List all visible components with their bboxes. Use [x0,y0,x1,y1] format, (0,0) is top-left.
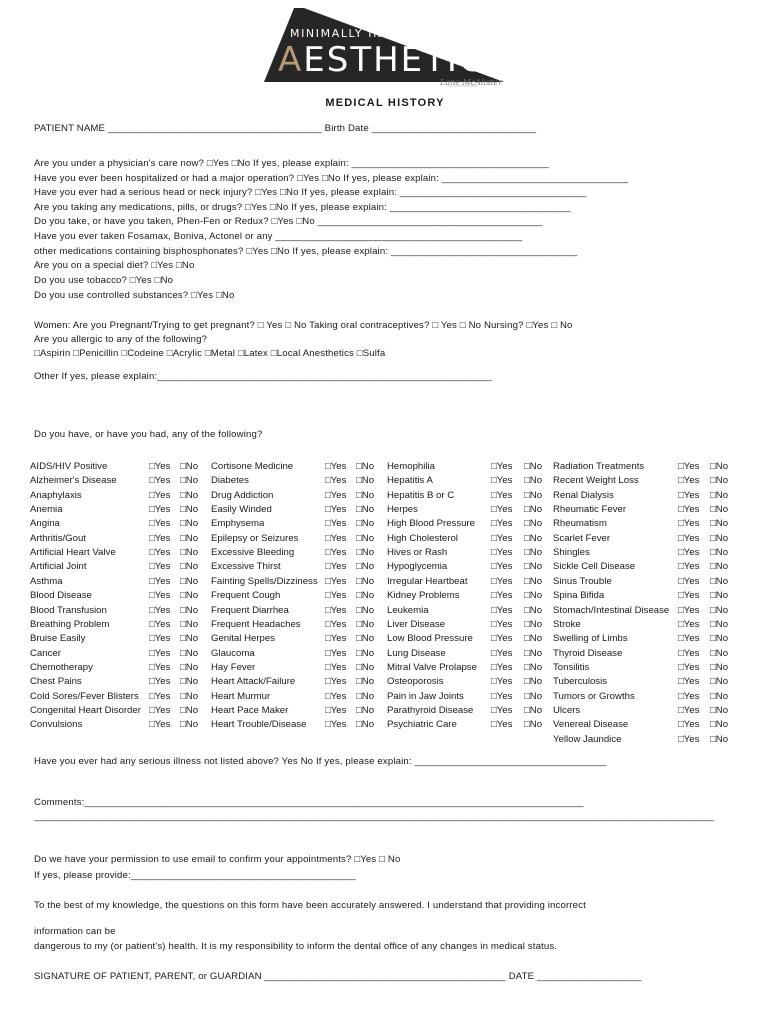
question-physician-care[interactable]: Are you under a physician's care now? □Yes □No If yes, please explain: ____________________________________ [34,158,550,169]
condition-name: Alzheimer's Disease [30,475,117,487]
women-question[interactable]: Women: Are you Pregnant/Trying to get pregnant? □ Yes □ No Taking oral contraceptives? □ Yes □ No Nursing? □Yes □ No [34,320,573,331]
question-head-injury[interactable]: Have you ever had a serious head or neck injury? □Yes □No If yes, please explain: __________________________________ [34,187,587,198]
condition-name: Heart Trouble/Disease [211,719,307,731]
condition-name: Blood Transfusion [30,604,107,616]
condition-no-checkbox[interactable]: □No [524,719,543,731]
condition-name: Tumors or Growths [553,690,635,702]
condition-no-checkbox[interactable]: □No [524,561,543,573]
email-permission-question[interactable]: Do we have your permission to use email to confirm your appointments? □Yes □ No [34,854,401,865]
question-bisphosphonates[interactable]: other medications containing bisphosphonates? □Yes □No If yes, please explain: __________________________________ [34,246,578,257]
question-fosamax[interactable]: Have you ever taken Fosamax, Boniva, Actonel or any _____________________________________________ [34,231,523,242]
condition-no-checkbox[interactable]: □No [356,661,375,673]
condition-no-checkbox[interactable]: □No [356,690,375,702]
condition-name: Cold Sores/Fever Blisters [30,690,139,702]
condition-yes-checkbox[interactable]: □Yes [491,532,513,544]
condition-yes-checkbox[interactable]: □Yes [678,489,700,501]
condition-yes-checkbox[interactable]: □Yes [325,661,347,673]
condition-yes-checkbox[interactable]: □Yes [325,561,347,573]
condition-no-checkbox[interactable]: □No [710,532,729,544]
condition-name: Angina [30,518,60,530]
condition-name: Stomach/Intestinal Disease [553,604,670,616]
condition-no-checkbox[interactable]: □No [356,532,375,544]
condition-yes-checkbox[interactable]: □Yes [678,661,700,673]
condition-name: Leukemia [387,604,429,616]
condition-no-checkbox[interactable]: □No [710,661,729,673]
condition-no-checkbox[interactable]: □No [524,633,543,645]
condition-no-checkbox[interactable]: □No [356,633,375,645]
question-special-diet[interactable]: Are you on a special diet? □Yes □No [34,260,195,271]
condition-no-checkbox[interactable]: □No [180,704,199,716]
condition-name: Tuberculosis [553,676,608,688]
condition-name: Frequent Headaches [211,618,301,630]
condition-yes-checkbox[interactable]: □Yes [678,461,700,472]
condition-no-checkbox[interactable]: □No [524,704,543,716]
condition-no-checkbox[interactable]: □No [524,676,543,688]
condition-name: High Cholesterol [387,532,458,544]
condition-no-checkbox[interactable]: □No [356,676,375,688]
condition-no-checkbox[interactable]: □No [356,575,375,587]
condition-name: Glaucoma [211,647,255,659]
logo-wordmark-rest: ESTHETICS [303,40,509,80]
condition-name: Hepatitis B or C [387,489,455,501]
condition-no-checkbox[interactable]: □No [710,547,729,559]
condition-yes-checkbox[interactable]: □Yes [678,633,700,645]
condition-yes-checkbox[interactable]: □Yes [325,704,347,716]
condition-no-checkbox[interactable]: □No [356,475,375,487]
condition-name: Frequent Cough [211,590,281,602]
condition-name: Epilepsy or Seizures [211,532,299,544]
logo-wordmark [278,40,509,80]
condition-no-checkbox[interactable]: □No [710,690,729,702]
condition-no-checkbox[interactable]: □No [180,690,199,702]
condition-name: Anemia [30,504,63,516]
condition-yes-checkbox[interactable]: □Yes [491,633,513,645]
condition-yes-checkbox[interactable]: □Yes [149,676,171,688]
condition-name: Bruise Easily [30,633,86,645]
condition-no-checkbox[interactable]: □No [180,518,199,530]
condition-yes-checkbox[interactable]: □Yes [325,532,347,544]
condition-name: Kidney Problems [387,590,460,602]
condition-no-checkbox[interactable]: □No [524,590,543,602]
condition-name: Genital Herpes [211,633,275,645]
condition-no-checkbox[interactable]: □No [180,532,199,544]
condition-name: Osteoporosis [387,676,444,688]
condition-no-checkbox[interactable]: □No [710,504,729,516]
condition-no-checkbox[interactable]: □No [710,475,729,487]
condition-row [30,705,740,719]
condition-name: Shingles [553,547,590,559]
condition-name: Blood Disease [30,590,92,602]
condition-no-checkbox[interactable]: □No [180,475,199,487]
signature-line[interactable]: SIGNATURE OF PATIENT, PARENT, or GUARDIAN ____________________________________________ DATE ___________________ [34,971,642,982]
condition-name: Hay Fever [211,661,256,673]
condition-yes-checkbox[interactable]: □Yes [149,719,171,731]
condition-yes-checkbox[interactable]: □Yes [325,690,347,702]
condition-yes-checkbox[interactable]: □Yes [491,561,513,573]
condition-name: Excessive Thirst [211,561,281,573]
condition-yes-checkbox[interactable]: □Yes [678,733,700,745]
condition-no-checkbox[interactable]: □No [524,661,543,673]
condition-yes-checkbox[interactable]: □Yes [491,647,513,659]
serious-illness-question[interactable]: Have you ever had any serious illness not listed above? Yes No If yes, please explain: ___________________________________ [34,756,607,767]
condition-yes-checkbox[interactable]: □Yes [491,461,513,472]
condition-yes-checkbox[interactable]: □Yes [491,661,513,673]
condition-name: Frequent Diarrhea [211,604,289,616]
statement-line-2: information can be [34,926,116,937]
condition-no-checkbox[interactable]: □No [356,604,375,616]
condition-yes-checkbox[interactable]: □Yes [149,661,171,673]
patient-name-line[interactable]: PATIENT NAME _______________________________________ Birth Date ______________________________ [34,123,537,134]
condition-yes-checkbox[interactable]: □Yes [149,532,171,544]
condition-name: Radiation Treatments [553,461,645,472]
condition-yes-checkbox[interactable]: □Yes [325,547,347,559]
condition-yes-checkbox[interactable]: □Yes [491,590,513,602]
condition-name: Cancer [30,647,61,659]
condition-row [30,648,740,662]
condition-name: Easily Winded [211,504,272,516]
condition-no-checkbox[interactable]: □No [710,618,729,630]
condition-yes-checkbox[interactable]: □Yes [678,590,700,602]
condition-name: Ulcers [553,704,581,716]
condition-no-checkbox[interactable]: □No [710,518,729,530]
condition-name: Rheumatic Fever [553,504,627,516]
condition-name: Lung Disease [387,647,446,659]
allergy-other-line[interactable]: Other If yes, please explain:_____________________________________________________________ [34,371,492,382]
condition-name: Arthritis/Gout [30,532,86,544]
condition-no-checkbox[interactable]: □No [356,719,375,731]
condition-yes-checkbox[interactable]: □Yes [325,461,347,472]
condition-yes-checkbox[interactable]: □Yes [325,590,347,602]
condition-yes-checkbox[interactable]: □Yes [149,547,171,559]
condition-name: Psychiatric Care [387,719,457,731]
condition-yes-checkbox[interactable]: □Yes [149,504,171,516]
condition-row [30,533,740,547]
condition-no-checkbox[interactable]: □No [180,719,199,731]
condition-yes-checkbox[interactable]: □Yes [678,561,700,573]
condition-yes-checkbox[interactable]: □Yes [491,690,513,702]
logo-wordmark-accent: A [278,40,304,80]
condition-yes-checkbox[interactable]: □Yes [678,475,700,487]
condition-no-checkbox[interactable]: □No [180,561,199,573]
condition-row [30,619,740,633]
condition-no-checkbox[interactable]: □No [524,461,543,472]
condition-row [30,518,740,532]
comments-line[interactable]: Comments:___________________________________________________________________________________________ [34,797,584,808]
condition-yes-checkbox[interactable]: □Yes [491,618,513,630]
condition-yes-checkbox[interactable]: □Yes [325,518,347,530]
condition-yes-checkbox[interactable]: □Yes [325,647,347,659]
condition-no-checkbox[interactable]: □No [356,518,375,530]
condition-row [30,662,740,676]
condition-yes-checkbox[interactable]: □Yes [491,676,513,688]
condition-no-checkbox[interactable]: □No [524,504,543,516]
condition-yes-checkbox[interactable]: □Yes [491,518,513,530]
condition-no-checkbox[interactable]: □No [356,547,375,559]
allergy-options[interactable]: □Aspirin □Penicillin □Codeine □Acrylic □Metal □Latex □Local Anesthetics □Sulfa [34,348,386,359]
condition-no-checkbox[interactable]: □No [710,590,729,602]
condition-no-checkbox[interactable]: □No [710,704,729,716]
condition-no-checkbox[interactable]: □No [710,561,729,573]
condition-row [30,490,740,504]
condition-no-checkbox[interactable]: □No [356,590,375,602]
condition-name: Renal Dialysis [553,489,614,501]
condition-row [30,561,740,575]
condition-name: Cortisone Medicine [211,461,294,472]
condition-name: Thyroid Disease [553,647,623,659]
condition-name: Hepatitis A [387,475,433,487]
condition-yes-checkbox[interactable]: □Yes [678,704,700,716]
comments-line-2[interactable]: ____________________________________________________________________________________________________________________________ [34,811,715,822]
condition-name: Asthma [30,575,63,587]
condition-yes-checkbox[interactable]: □Yes [678,719,700,731]
condition-name: Artificial Heart Valve [30,547,116,559]
condition-yes-checkbox[interactable]: □Yes [149,704,171,716]
question-controlled-substances[interactable]: Do you use controlled substances? □Yes □No [34,290,235,301]
condition-name: Hives or Rash [387,547,448,559]
condition-yes-checkbox[interactable]: □Yes [149,489,171,501]
condition-yes-checkbox[interactable]: □Yes [491,489,513,501]
form-title: MEDICAL HISTORY [325,97,445,109]
condition-name: Breathing Problem [30,618,110,630]
condition-yes-checkbox[interactable]: □Yes [678,618,700,630]
condition-yes-checkbox[interactable]: □Yes [325,504,347,516]
condition-name: Pain in Jaw Joints [387,690,464,702]
condition-no-checkbox[interactable]: □No [710,719,729,731]
condition-name: Anaphylaxis [30,489,82,501]
condition-row [30,461,740,475]
condition-no-checkbox[interactable]: □No [524,575,543,587]
condition-no-checkbox[interactable]: □No [180,575,199,587]
condition-no-checkbox[interactable]: □No [180,676,199,688]
condition-no-checkbox[interactable]: □No [710,461,729,472]
allergy-question: Are you allergic to any of the following? [34,334,208,345]
condition-no-checkbox[interactable]: □No [356,461,375,472]
condition-no-checkbox[interactable]: □No [356,504,375,516]
condition-yes-checkbox[interactable]: □Yes [678,547,700,559]
condition-row [30,691,740,705]
condition-no-checkbox[interactable]: □No [180,489,199,501]
condition-yes-checkbox[interactable]: □Yes [491,547,513,559]
condition-yes-checkbox[interactable]: □Yes [149,690,171,702]
condition-name: Low Blood Pressure [387,633,473,645]
condition-no-checkbox[interactable]: □No [524,489,543,501]
condition-no-checkbox[interactable]: □No [524,518,543,530]
condition-name: Fainting Spells/Dizziness [211,575,318,587]
condition-no-checkbox[interactable]: □No [180,504,199,516]
condition-no-checkbox[interactable]: □No [180,461,199,472]
condition-name: Spina Bifida [553,590,605,602]
condition-no-checkbox[interactable]: □No [180,618,199,630]
condition-yes-checkbox[interactable]: □Yes [491,704,513,716]
condition-no-checkbox[interactable]: □No [710,633,729,645]
condition-yes-checkbox[interactable]: □Yes [678,604,700,616]
condition-yes-checkbox[interactable]: □Yes [491,504,513,516]
logo-tagline: MINIMALLY INVASIVE DENTAL [290,27,490,40]
condition-yes-checkbox[interactable]: □Yes [678,676,700,688]
condition-yes-checkbox[interactable]: □Yes [491,475,513,487]
condition-name: Excessive Bleeding [211,547,295,559]
condition-row [30,475,740,489]
condition-row [30,719,740,733]
condition-yes-checkbox[interactable]: □Yes [678,518,700,530]
condition-name: Liver Disease [387,618,446,630]
condition-name: Yellow Jaundice [553,733,622,745]
condition-yes-checkbox[interactable]: □Yes [678,575,700,587]
condition-yes-checkbox[interactable]: □Yes [149,518,171,530]
condition-no-checkbox[interactable]: □No [180,661,199,673]
condition-no-checkbox[interactable]: □No [710,489,729,501]
condition-row [30,504,740,518]
condition-name: Tonsilitis [553,661,590,673]
condition-row [30,605,740,619]
condition-name: Hypoglycemia [387,561,448,573]
condition-yes-checkbox[interactable]: □Yes [149,475,171,487]
condition-name: Swelling of Limbs [553,633,628,645]
condition-yes-checkbox[interactable]: □Yes [325,633,347,645]
condition-yes-checkbox[interactable]: □Yes [325,618,347,630]
condition-row [30,590,740,604]
condition-no-checkbox[interactable]: □No [356,489,375,501]
condition-yes-checkbox[interactable]: □Yes [149,461,171,472]
condition-yes-checkbox[interactable]: □Yes [491,719,513,731]
condition-no-checkbox[interactable]: □No [710,647,729,659]
condition-name: Rheumatism [553,518,607,530]
condition-no-checkbox[interactable]: □No [356,618,375,630]
condition-name: AIDS/HIV Positive [30,461,108,472]
condition-yes-checkbox[interactable]: □Yes [678,690,700,702]
condition-name: Irregular Heartbeat [387,575,468,587]
condition-yes-checkbox[interactable]: □Yes [149,604,171,616]
statement-line-3: dangerous to my (or patient's) health. It is my responsibility to inform the dental office of any changes in medical status. [34,941,558,952]
condition-name: Hemophilia [387,461,435,472]
condition-no-checkbox[interactable]: □No [180,590,199,602]
condition-no-checkbox[interactable]: □No [180,633,199,645]
condition-name: Emphysema [211,518,265,530]
condition-yes-checkbox[interactable]: □Yes [678,504,700,516]
condition-no-checkbox[interactable]: □No [710,575,729,587]
question-medications[interactable]: Are you taking any medications, pills, or drugs? □Yes □No If yes, please explain: _________________________________ [34,202,571,213]
condition-name: Recent Weight Loss [553,475,639,487]
condition-no-checkbox[interactable]: □No [710,604,729,616]
condition-no-checkbox[interactable]: □No [180,647,199,659]
condition-yes-checkbox[interactable]: □Yes [678,532,700,544]
condition-yes-checkbox[interactable]: □Yes [325,575,347,587]
condition-name: Diabetes [211,475,249,487]
condition-name: Drug Addiction [211,489,274,501]
question-hospitalized[interactable]: Have you ever been hospitalized or had a major operation? □Yes □No If yes, please explain: __________________________________ [34,173,629,184]
condition-yes-checkbox[interactable]: □Yes [149,590,171,602]
condition-yes-checkbox[interactable]: □Yes [149,647,171,659]
condition-name: Heart Pace Maker [211,704,289,716]
condition-row [30,734,740,748]
condition-yes-checkbox[interactable]: □Yes [149,561,171,573]
condition-no-checkbox[interactable]: □No [180,547,199,559]
condition-yes-checkbox[interactable]: □Yes [325,475,347,487]
condition-no-checkbox[interactable]: □No [356,704,375,716]
condition-name: Stroke [553,618,581,630]
condition-name: Chest Pains [30,676,82,688]
condition-name: Parathyroid Disease [387,704,474,716]
conditions-header: Do you have, or have you had, any of the following? [34,429,263,440]
condition-no-checkbox[interactable]: □No [524,647,543,659]
question-tobacco[interactable]: Do you use tobacco? □Yes □No [34,275,174,286]
condition-row [30,676,740,690]
condition-yes-checkbox[interactable]: □Yes [491,604,513,616]
condition-yes-checkbox[interactable]: □Yes [325,676,347,688]
condition-no-checkbox[interactable]: □No [524,532,543,544]
condition-yes-checkbox[interactable]: □Yes [325,604,347,616]
condition-yes-checkbox[interactable]: □Yes [149,618,171,630]
condition-name: Congenital Heart Disorder [30,704,141,716]
condition-yes-checkbox[interactable]: □Yes [325,719,347,731]
condition-row [30,547,740,561]
condition-row [30,576,740,590]
condition-no-checkbox[interactable]: □No [524,475,543,487]
condition-name: Artificial Joint [30,561,87,573]
condition-name: High Blood Pressure [387,518,475,530]
condition-no-checkbox[interactable]: □No [356,561,375,573]
statement-line-1: To the best of my knowledge, the questions on this form have been accurately answered. I understand that providing incorrect [34,900,586,911]
condition-name: Heart Murmur [211,690,271,702]
condition-name: Herpes [387,504,418,516]
condition-no-checkbox[interactable]: □No [356,647,375,659]
condition-name: Heart Attack/Failure [211,676,296,688]
condition-yes-checkbox[interactable]: □Yes [149,633,171,645]
email-provide-line[interactable]: If yes, please provide:_________________________________________ [34,870,356,881]
condition-yes-checkbox[interactable]: □Yes [678,647,700,659]
logo-signature: Lane McAlister [440,78,502,87]
condition-no-checkbox[interactable]: □No [524,547,543,559]
condition-name: Venereal Disease [553,719,629,731]
condition-name: Sickle Cell Disease [553,561,636,573]
condition-no-checkbox[interactable]: □No [524,618,543,630]
condition-name: Scarlet Fever [553,532,611,544]
condition-name: Mitral Valve Prolapse [387,661,477,673]
condition-no-checkbox[interactable]: □No [524,690,543,702]
condition-row [30,633,740,647]
condition-no-checkbox[interactable]: □No [710,733,729,745]
condition-yes-checkbox[interactable]: □Yes [149,575,171,587]
condition-no-checkbox[interactable]: □No [524,604,543,616]
condition-yes-checkbox[interactable]: □Yes [491,575,513,587]
condition-yes-checkbox[interactable]: □Yes [325,489,347,501]
condition-name: Sinus Trouble [553,575,612,587]
condition-name: Convulsions [30,719,83,731]
condition-no-checkbox[interactable]: □No [710,676,729,688]
condition-no-checkbox[interactable]: □No [180,604,199,616]
condition-name: Chemotherapy [30,661,93,673]
question-phen-fen[interactable]: Do you take, or have you taken, Phen-Fen or Redux? □Yes □No _________________________________________ [34,216,543,227]
